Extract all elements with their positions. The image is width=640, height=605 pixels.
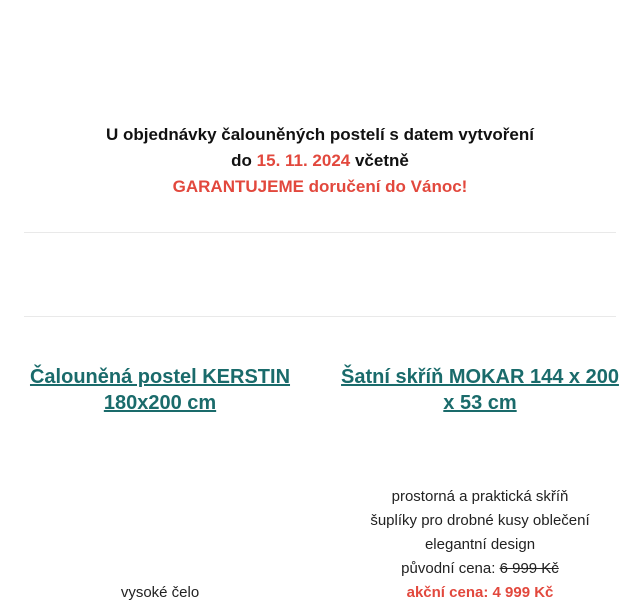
delivery-announcement bbox=[0, 122, 640, 200]
product-mokar-details bbox=[335, 485, 625, 605]
product-kerstin-details bbox=[15, 581, 305, 605]
product-kerstin bbox=[15, 364, 305, 416]
sale-price: 4 999 Kč bbox=[492, 584, 554, 601]
announcement-date: 15. 11. 2024 bbox=[256, 151, 351, 170]
feature-item: vysoké čelo bbox=[120, 584, 200, 601]
product-mokar bbox=[335, 364, 625, 416]
original-price-row bbox=[335, 557, 625, 581]
divider bbox=[24, 316, 616, 317]
sale-price-label: akční cena: bbox=[406, 584, 493, 601]
original-price: 6 999 Kč bbox=[499, 560, 559, 577]
divider bbox=[24, 232, 616, 233]
announcement-prefix: do bbox=[231, 151, 257, 170]
announcement-line-2 bbox=[0, 148, 640, 174]
product-title-link[interactable]: Čalouněná postel KERSTIN 180x200 cm bbox=[29, 366, 291, 414]
announcement-suffix: včetně bbox=[350, 151, 409, 170]
feature-item: elegantní design bbox=[424, 536, 536, 553]
product-title-link[interactable]: Šatní skříň MOKAR 144 x 200 x 53 cm bbox=[341, 366, 619, 414]
announcement-guarantee: GARANTUJEME doručení do Vánoc! bbox=[172, 177, 468, 196]
feature-item: prostorná a praktická skříň bbox=[391, 488, 569, 505]
sale-price-row bbox=[335, 581, 625, 605]
feature-item: šuplíky pro drobné kusy oblečení bbox=[370, 512, 590, 529]
original-price-label: původní cena: bbox=[401, 560, 500, 577]
announcement-line-1: U objednávky čalouněných postelí s datem vytvoření bbox=[106, 125, 534, 144]
